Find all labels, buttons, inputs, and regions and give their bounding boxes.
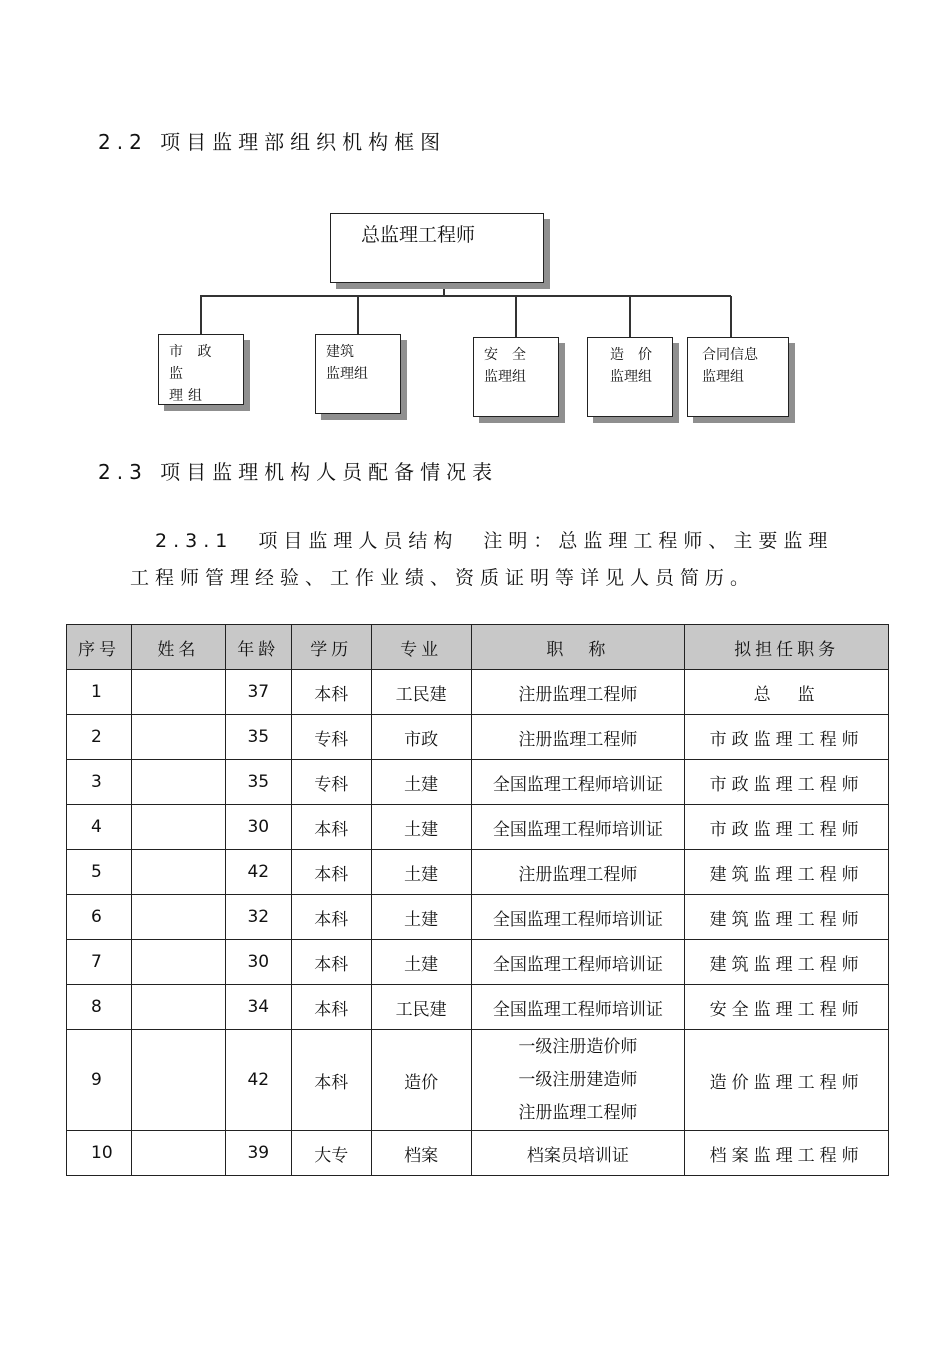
table-cell-no: 10	[67, 1131, 132, 1176]
column-header: 年龄	[225, 625, 291, 670]
table-row	[67, 985, 889, 1030]
table-cell-no: 2	[67, 715, 132, 760]
table-cell-role: 建筑监理工程师	[685, 895, 889, 940]
table-cell-title: 全国监理工程师培训证	[471, 985, 685, 1030]
column-header: 姓名	[131, 625, 225, 670]
table-cell-age: 35	[225, 760, 291, 805]
connector-line	[730, 296, 732, 337]
table-cell-age: 30	[225, 940, 291, 985]
table-cell-title: 一级注册造价师 一级注册建造师 注册监理工程师	[471, 1030, 685, 1131]
table-cell-name	[131, 760, 225, 805]
table-cell-title: 注册监理工程师	[471, 715, 685, 760]
table-cell-major: 土建	[371, 895, 471, 940]
section-heading-2-2: 2.2 项目监理部组织机构框图	[98, 130, 447, 154]
table-cell-title: 注册监理工程师	[471, 670, 685, 715]
table-cell-age: 39	[225, 1131, 291, 1176]
org-node-municipal-group: 市 政 监 理组	[158, 334, 244, 405]
connector-line	[200, 296, 202, 334]
table-row	[67, 1131, 889, 1176]
table-cell-age: 32	[225, 895, 291, 940]
table-row	[67, 760, 889, 805]
table-cell-title: 全国监理工程师培训证	[471, 760, 685, 805]
org-node-building-group: 建筑 监理组	[315, 334, 401, 414]
column-header: 职 称	[471, 625, 685, 670]
column-header: 学历	[291, 625, 371, 670]
column-header: 专业	[371, 625, 471, 670]
table-cell-name	[131, 1131, 225, 1176]
column-header: 拟担任职务	[685, 625, 889, 670]
table-row	[67, 895, 889, 940]
table-cell-edu: 本科	[291, 670, 371, 715]
section-heading-2-3: 2.3 项目监理机构人员配备情况表	[98, 460, 499, 484]
table-cell-role: 档案监理工程师	[685, 1131, 889, 1176]
table-cell-no: 6	[67, 895, 132, 940]
table-cell-major: 工民建	[371, 670, 471, 715]
table-cell-title: 全国监理工程师培训证	[471, 940, 685, 985]
table-cell-edu: 本科	[291, 850, 371, 895]
table-cell-age: 42	[225, 1030, 291, 1131]
org-node-cost-group: 造 价 监理组	[587, 337, 673, 417]
paragraph-line: 工程师管理经验、工作业绩、资质证明等详见人员简历。	[130, 567, 756, 589]
table-cell-edu: 本科	[291, 805, 371, 850]
table-cell-no: 8	[67, 985, 132, 1030]
table-cell-role: 市政监理工程师	[685, 715, 889, 760]
table-cell-name	[131, 850, 225, 895]
table-cell-name	[131, 940, 225, 985]
connector-line	[629, 296, 631, 337]
table-cell-edu: 本科	[291, 940, 371, 985]
table-header-row	[67, 625, 889, 670]
paragraph-line: 2.3.1 项目监理人员结构 注明：总监理工程师、主要监理	[155, 530, 834, 552]
org-node-safety-group: 安 全 监理组	[473, 337, 559, 417]
table-cell-role: 建筑监理工程师	[685, 850, 889, 895]
table-cell-age: 37	[225, 670, 291, 715]
table-cell-major: 造价	[371, 1030, 471, 1131]
table-cell-major: 市政	[371, 715, 471, 760]
table-cell-title: 注册监理工程师	[471, 850, 685, 895]
staff-table	[66, 624, 889, 1176]
table-cell-title: 全国监理工程师培训证	[471, 805, 685, 850]
org-node-chief-supervisor: 总监理工程师	[330, 213, 544, 283]
table-cell-major: 土建	[371, 850, 471, 895]
table-row	[67, 715, 889, 760]
table-cell-role: 市政监理工程师	[685, 760, 889, 805]
table-cell-name	[131, 670, 225, 715]
table-cell-edu: 本科	[291, 895, 371, 940]
table-cell-no: 5	[67, 850, 132, 895]
table-row	[67, 1030, 889, 1131]
table-cell-major: 土建	[371, 760, 471, 805]
table-cell-name	[131, 1030, 225, 1131]
connector-line	[200, 295, 731, 297]
table-cell-major: 土建	[371, 805, 471, 850]
table-cell-name	[131, 895, 225, 940]
table-cell-age: 30	[225, 805, 291, 850]
table-cell-role: 市政监理工程师	[685, 805, 889, 850]
org-node-contract-group: 合同信息 监理组	[687, 337, 789, 417]
table-cell-role: 造价监理工程师	[685, 1030, 889, 1131]
table-cell-name	[131, 715, 225, 760]
table-cell-edu: 大专	[291, 1131, 371, 1176]
table-cell-no: 4	[67, 805, 132, 850]
table-cell-name	[131, 805, 225, 850]
table-cell-role: 安全监理工程师	[685, 985, 889, 1030]
table-row	[67, 850, 889, 895]
connector-line	[515, 296, 517, 337]
table-cell-age: 35	[225, 715, 291, 760]
table-cell-edu: 专科	[291, 715, 371, 760]
table-cell-major: 档案	[371, 1131, 471, 1176]
table-row	[67, 670, 889, 715]
table-cell-role: 总 监	[685, 670, 889, 715]
table-cell-no: 7	[67, 940, 132, 985]
table-cell-no: 9	[67, 1030, 132, 1131]
table-cell-edu: 本科	[291, 985, 371, 1030]
table-row	[67, 940, 889, 985]
table-cell-title: 全国监理工程师培训证	[471, 895, 685, 940]
table-cell-no: 3	[67, 760, 132, 805]
table-cell-age: 34	[225, 985, 291, 1030]
column-header: 序号	[67, 625, 132, 670]
table-cell-title: 档案员培训证	[471, 1131, 685, 1176]
table-cell-edu: 本科	[291, 1030, 371, 1131]
table-cell-no: 1	[67, 670, 132, 715]
table-cell-major: 土建	[371, 940, 471, 985]
table-row	[67, 805, 889, 850]
table-cell-age: 42	[225, 850, 291, 895]
table-cell-name	[131, 985, 225, 1030]
table-cell-edu: 专科	[291, 760, 371, 805]
table-cell-role: 建筑监理工程师	[685, 940, 889, 985]
table-cell-major: 工民建	[371, 985, 471, 1030]
connector-line	[357, 296, 359, 334]
